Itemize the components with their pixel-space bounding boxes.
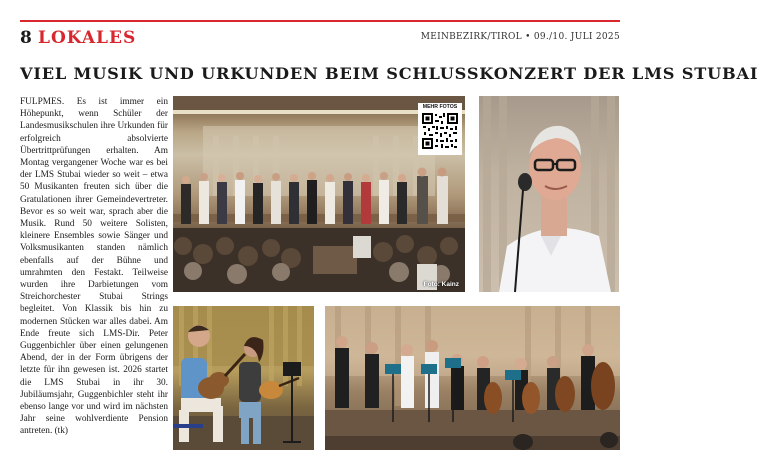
section-title: LOKALES — [38, 28, 137, 48]
qr-code-box[interactable] — [418, 103, 462, 155]
qr-label: MEHR FOTOS — [422, 104, 458, 110]
photo-string-ensemble — [325, 306, 620, 450]
article-body: FULPMES. Es ist immer ein Höhepunkt, wenn Schüler der Landesmusikschulen ihre Urkunden für erfolgreich absolvierte Übertrittprüfungen erhalten. Am Montag vergangener Woche war es bei der LMS Stubai wieder so weit – etwa 50 Musikanten freuten sich über die Gratulationen ihrer Gemeindevertreter. Bevor es so weit war, sprach aber die Musik. Rund 50 weitere Solisten, kleinere Ensembles sowie Sänger und Volksmusikanten standen nämlich ebenfalls auf der Bühne und umrahmten den Festakt. Teilweise wurden ihre Darbietungen vom Streichorchester Stubai Strings begleitet. Von Klassik bis hin zu modernen Stücken war alles dabei. Am Ende freute sich LMS-Dir. Peter Guggenbichler über einen gelungenen Abend, der in der Form übrigens der letzte für ihn gewesen ist. 2026 startet die LMS Stubai in ihr 30. Jubiläumsjahr, Guggenbichler steht ihr ebenso lange vor und wird im nächsten Jahr seine wohlverdiente Pension antreten. (tk) — [20, 97, 168, 437]
dateline: MEINBEZIRK/TIROL • 09./10. JULI 2025 — [420, 32, 620, 42]
photo-guitar-duo — [173, 306, 314, 450]
director-portrait — [479, 96, 619, 292]
qr-code-icon — [421, 112, 459, 150]
string-ensemble-scene — [325, 306, 620, 450]
photo-credit: Foto: Kainz — [423, 281, 459, 288]
photo-stage-certificates — [173, 96, 465, 292]
guitar-duo-scene — [173, 306, 314, 450]
page-number: 8 — [20, 28, 32, 48]
photo-director-speaking — [479, 96, 619, 292]
article-headline: VIEL MUSIK UND URKUNDEN BEIM SCHLUSSKONZERT DER LMS STUBAI — [20, 64, 758, 83]
top-rule — [20, 20, 620, 22]
